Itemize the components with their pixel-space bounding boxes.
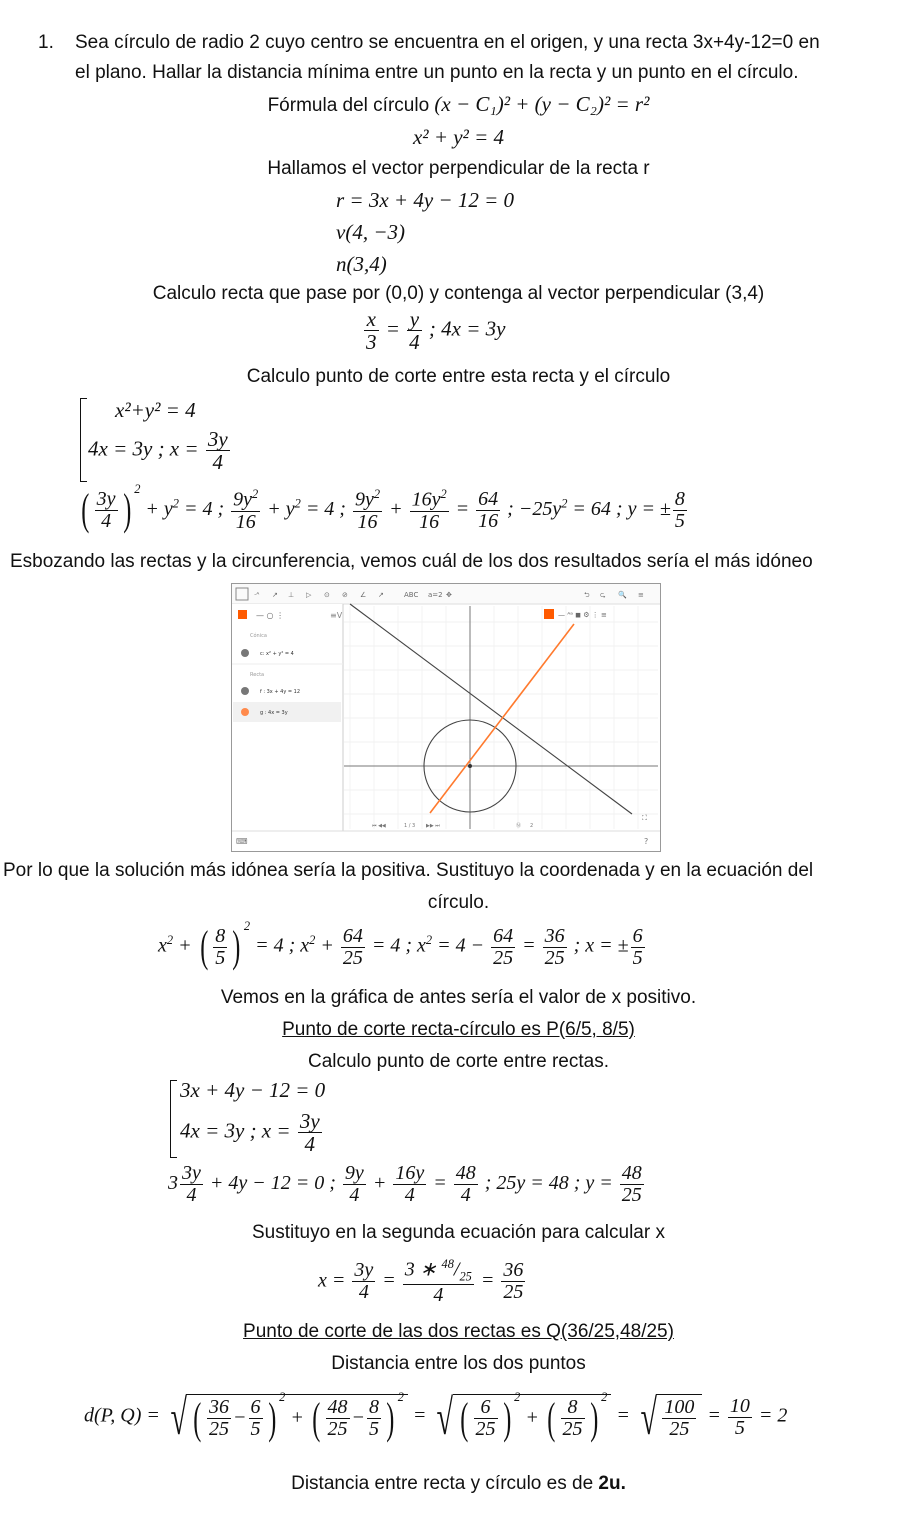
svg-text:⮌: ⮌ bbox=[584, 591, 590, 599]
system2-eq1: 3x + 4y − 12 = 0 bbox=[180, 1078, 326, 1102]
line-f-entry[interactable]: f : 3x + 4y = 12 bbox=[260, 689, 301, 695]
lines-cut-title: Calculo punto de corte entre rectas. bbox=[307, 1051, 609, 1072]
svg-text:⊥: ⊥ bbox=[288, 591, 295, 599]
svg-text:▷: ▷ bbox=[306, 591, 312, 599]
toolbar-abc: ABC bbox=[404, 591, 419, 599]
svg-text:⏮ ◀◀: ⏮ ◀◀ bbox=[372, 823, 386, 829]
svg-text:— ○ ⋮: — ○ ⋮ bbox=[256, 611, 285, 620]
line-r-equation: r = 3x + 4y − 12 = 0 bbox=[336, 188, 514, 212]
svg-text:≡: ≡ bbox=[638, 591, 644, 599]
vector-v: v(4, −3) bbox=[336, 220, 405, 244]
line-eq-tail: ; 4x = 3y bbox=[428, 316, 506, 341]
geogebra-screenshot bbox=[231, 583, 661, 852]
system2-eq2-left: 4x = 3y ; x = bbox=[180, 1118, 291, 1143]
svg-text:▶▶ ⏭: ▶▶ ⏭ bbox=[426, 823, 440, 829]
cut-title: Calculo punto de corte entre esta recta y el círculo bbox=[246, 366, 671, 387]
vector-n: n(3,4) bbox=[336, 252, 387, 276]
substitution-line: ( $\frac{3y}{4}$ ) $^2 + y^2 = 4$ ; $\frac{9y^2}{16}$ + $y^2 = 4$ ; $\frac{9y^2}{16}$ + $\frac{16y^2}{16}$ = $\frac{64}{16}$ ; $-25y^2 = 64$ ; y = ± $\frac{8}{5}$ bbox=[81, 482, 685, 535]
system2-eq2: 4x = 3y ; x = $\frac{3y}{4}$ bbox=[180, 1109, 320, 1157]
line-through-origin-equation: $\frac{x}{3}$ = $\frac{y}{4}$ ; 4x = 3y bbox=[366, 307, 506, 355]
conclusion-line-1: Por lo que la solución más idónea sería la positiva. Sustituyo la coordenada y en la ecuación del bbox=[3, 860, 814, 881]
sketch-text: Esbozando las rectas y la circunferencia, vemos cuál de los dos resultados sería el más idóneo bbox=[10, 551, 813, 572]
circle-formula-general: (x − C₁)² + (y − C₂)² = r² bbox=[434, 92, 650, 116]
section-recta: Recta bbox=[250, 672, 265, 678]
line-through-origin-title: Calculo recta que pase por (0,0) y contenga al vector perpendicular (3,4) bbox=[152, 283, 765, 304]
svg-text:∠: ∠ bbox=[360, 591, 367, 599]
section-conica: Cónica bbox=[250, 633, 267, 639]
svg-text:↗: ↗ bbox=[378, 591, 384, 599]
svg-text:⊘: ⊘ bbox=[342, 591, 348, 599]
x-substitution-line: $x^2$ + ( $\frac{8}{5}$ ) $^2$ = 4 ; $x^2$ + $\frac{64}{25}$ = 4 ; $x^2 = 4$ − $\frac{64}{25}$ = $\frac{36}{25}$ ; x = ± $\frac{6}{5}$ bbox=[158, 918, 643, 971]
construction-page: 1 / 3 bbox=[404, 823, 416, 829]
system1-eq2: 4x = 3y ; x = $\frac{3y}{4}$ bbox=[88, 427, 228, 475]
final-answer-prefix: Distancia entre recta y círculo es de bbox=[291, 1473, 599, 1494]
svg-text:·ᴬ: ·ᴬ bbox=[254, 591, 260, 599]
subst-title: Sustituyo en la segunda ecuación para calcular x bbox=[252, 1222, 665, 1243]
distance-formula: d(P, Q) = √ ( $\frac{36}{25}$ − $\frac{6}{5}$ ) $^2$ + ( $\frac{48}{25}$ − $\frac{8}{5}$ ) $^2$ = √ ( $\frac{6}{25}$ ) $^2$ + ( $\frac{8}{25}$ ) $^2$ = √ $\frac{100}{25}$ = $\frac{10}{5}$ = 2 bbox=[84, 1389, 788, 1445]
svg-text:↗: ↗ bbox=[272, 591, 278, 599]
problem-number: 1. bbox=[38, 32, 54, 53]
problem-line-1: Sea círculo de radio 2 cuyo centro se encuentra en el origen, y una recta 3x+4y-12=0 en bbox=[75, 32, 820, 53]
zoom-field[interactable]: 2 bbox=[530, 823, 534, 829]
y-solution-line: 3 $\frac{3y}{4}$ + 4y − 12 = 0 ; $\frac{9y}{4}$ + $\frac{16y}{4}$ = $\frac{48}{4}$ ; 25y = 48 ; y = $\frac{48}{25}$ bbox=[168, 1162, 642, 1206]
svg-text:⌨: ⌨ bbox=[236, 837, 248, 846]
system-brace-2 bbox=[170, 1080, 177, 1158]
svg-text:⛶: ⛶ bbox=[642, 814, 647, 822]
point-p-result: Punto de corte recta-círculo es P(6/5, 8/5) bbox=[282, 1019, 635, 1040]
system1-eq1: x²+y² = 4 bbox=[115, 398, 196, 422]
svg-text:⮎: ⮎ bbox=[600, 591, 606, 599]
graphics-view[interactable] bbox=[344, 604, 658, 829]
point-q-result: Punto de corte de las dos rectas es Q(36/25,48/25) bbox=[243, 1321, 674, 1342]
system-brace-1 bbox=[80, 398, 87, 482]
svg-text:⊙: ⊙ bbox=[324, 591, 330, 599]
final-answer bbox=[0, 1473, 917, 1495]
svg-text:✥: ✥ bbox=[446, 591, 452, 599]
svg-text:a=2: a=2 bbox=[428, 591, 443, 599]
svg-text:🔍: 🔍 bbox=[618, 591, 627, 599]
perp-title: Hallamos el vector perpendicular de la recta r bbox=[267, 158, 650, 179]
x-solution-line: x = $\frac{3y}{4}$ = $\frac{3 ∗ ^{48}/_{25}}{4}$ = $\frac{36}{25}$ bbox=[318, 1257, 524, 1306]
graph-note: Vemos en la gráfica de antes sería el valor de x positivo. bbox=[220, 987, 697, 1008]
final-answer-value: 2u. bbox=[598, 1473, 626, 1494]
conic-entry[interactable]: c: x² + y² = 4 bbox=[260, 651, 294, 657]
line-g-entry[interactable]: g : 4x = 3y bbox=[260, 710, 288, 716]
svg-text:Ⓜ: Ⓜ bbox=[516, 823, 522, 829]
circle-formula-label: Fórmula del círculo bbox=[267, 95, 430, 116]
svg-text:?: ? bbox=[644, 837, 649, 846]
circle-formula bbox=[0, 92, 917, 117]
problem-line-2: el plano. Hallar la distancia mínima entre un punto en la recta y un punto en el círculo. bbox=[75, 62, 799, 83]
conclusion-line-2: círculo. bbox=[427, 892, 490, 913]
circle-formula-specific: x² + y² = 4 bbox=[412, 125, 505, 149]
system1-eq2-left: 4x = 3y ; x = bbox=[88, 436, 199, 461]
svg-text:— ᴬᵃ ◼ ⚙ ⋮ ≡: — ᴬᵃ ◼ ⚙ ⋮ ≡ bbox=[558, 611, 607, 619]
algebra-view-toggle[interactable]: ≡V bbox=[330, 611, 343, 620]
distance-title: Distancia entre los dos puntos bbox=[331, 1353, 586, 1374]
